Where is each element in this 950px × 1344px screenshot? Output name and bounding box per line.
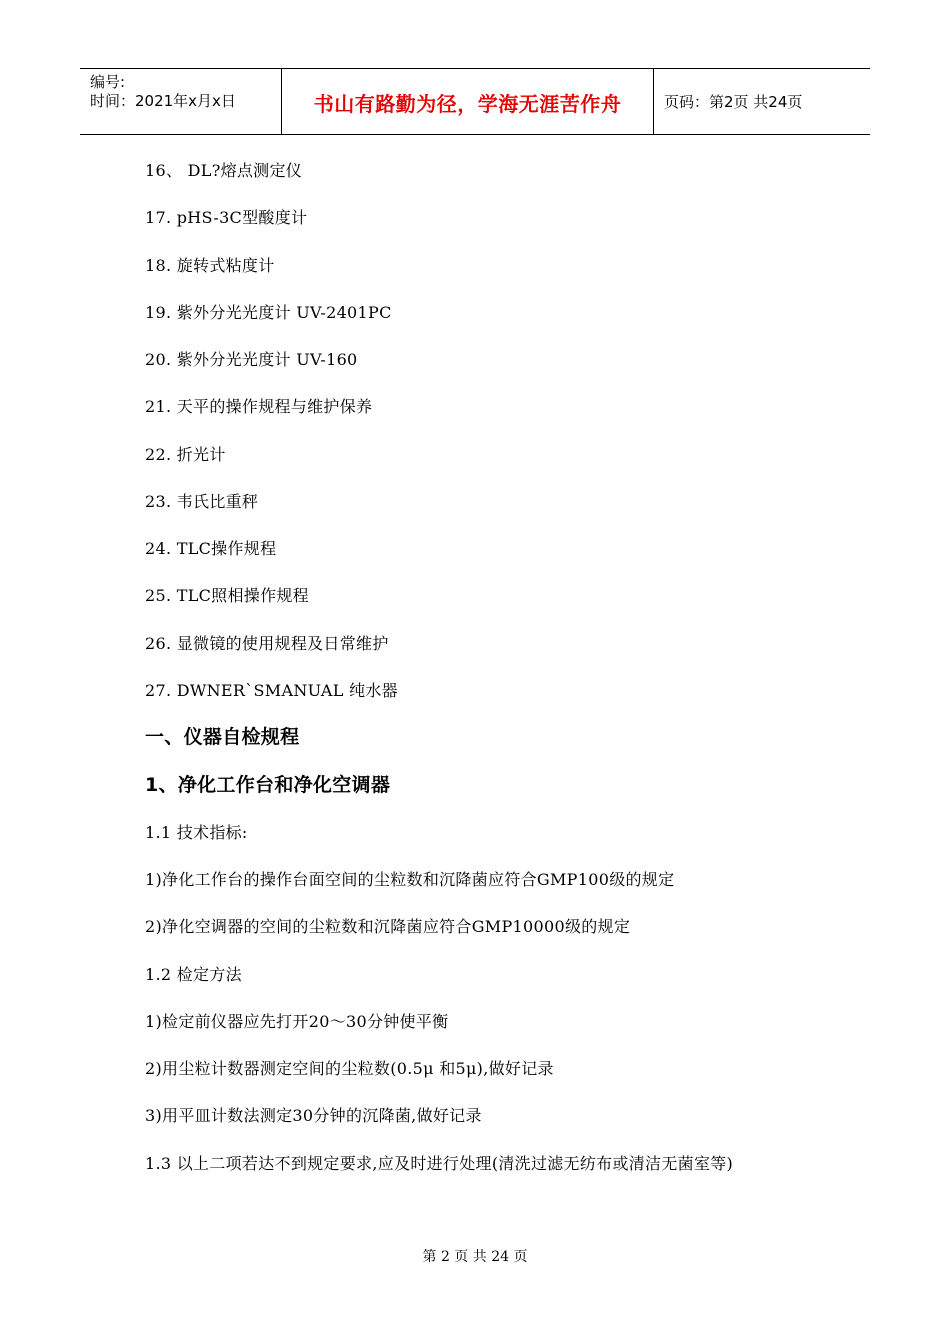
paragraph: 1.1 技术指标: <box>145 823 248 842</box>
list-item: 16、 DL?熔点测定仪 <box>145 161 303 180</box>
paragraph: 1)净化工作台的操作台面空间的尘粒数和沉降菌应符合GMP100级的规定 <box>145 870 675 889</box>
list-item: 24. TLC操作规程 <box>145 539 277 558</box>
paragraph: 2)净化空调器的空间的尘粒数和沉降菌应符合GMP10000级的规定 <box>145 917 631 936</box>
header-motto: 书山有路勤为径，学海无涯苦作舟 <box>313 92 622 116</box>
paragraph: 1.3 以上二项若达不到规定要求,应及时进行处理(清洗过滤无纺布或清洁无菌室等) <box>145 1154 734 1173</box>
paragraph: 3)用平皿计数法测定30分钟的沉降菌,做好记录 <box>145 1106 482 1125</box>
list-item: 27. DWNER`SMANUAL 纯水器 <box>145 681 398 700</box>
header-motto-cell <box>282 69 654 134</box>
document-number: 编号: <box>90 73 126 91</box>
list-item: 20. 紫外分光光度计 UV-160 <box>145 350 358 369</box>
subsection-heading: 1、净化工作台和净化空调器 <box>145 774 391 796</box>
header-meta <box>80 69 282 134</box>
list-item: 19. 紫外分光光度计 UV-2401PC <box>145 303 392 322</box>
list-item: 17. pHS-3C型酸度计 <box>145 208 308 227</box>
document-time: 时间：2021年x月x日 <box>90 92 236 110</box>
section-heading: 一、仪器自检规程 <box>145 726 300 748</box>
page-footer: 第 2 页 共 24 页 <box>422 1249 528 1265</box>
list-item: 22. 折光计 <box>145 445 226 464</box>
list-item: 26. 显微镜的使用规程及日常维护 <box>145 634 389 653</box>
paragraph: 2)用尘粒计数器测定空间的尘粒数(0.5μ 和5μ),做好记录 <box>145 1059 554 1078</box>
header-page-number: 页码：第2页 共24页 <box>664 93 803 111</box>
list-item: 23. 韦氏比重秤 <box>145 492 259 511</box>
header-page-cell <box>654 69 870 134</box>
list-item: 25. TLC照相操作规程 <box>145 586 309 605</box>
page-header <box>80 68 870 135</box>
paragraph: 1.2 检定方法 <box>145 965 242 984</box>
list-item: 21. 天平的操作规程与维护保养 <box>145 397 373 416</box>
list-item: 18. 旋转式粘度计 <box>145 256 275 275</box>
paragraph: 1)检定前仪器应先打开20～30分钟使平衡 <box>145 1012 449 1031</box>
